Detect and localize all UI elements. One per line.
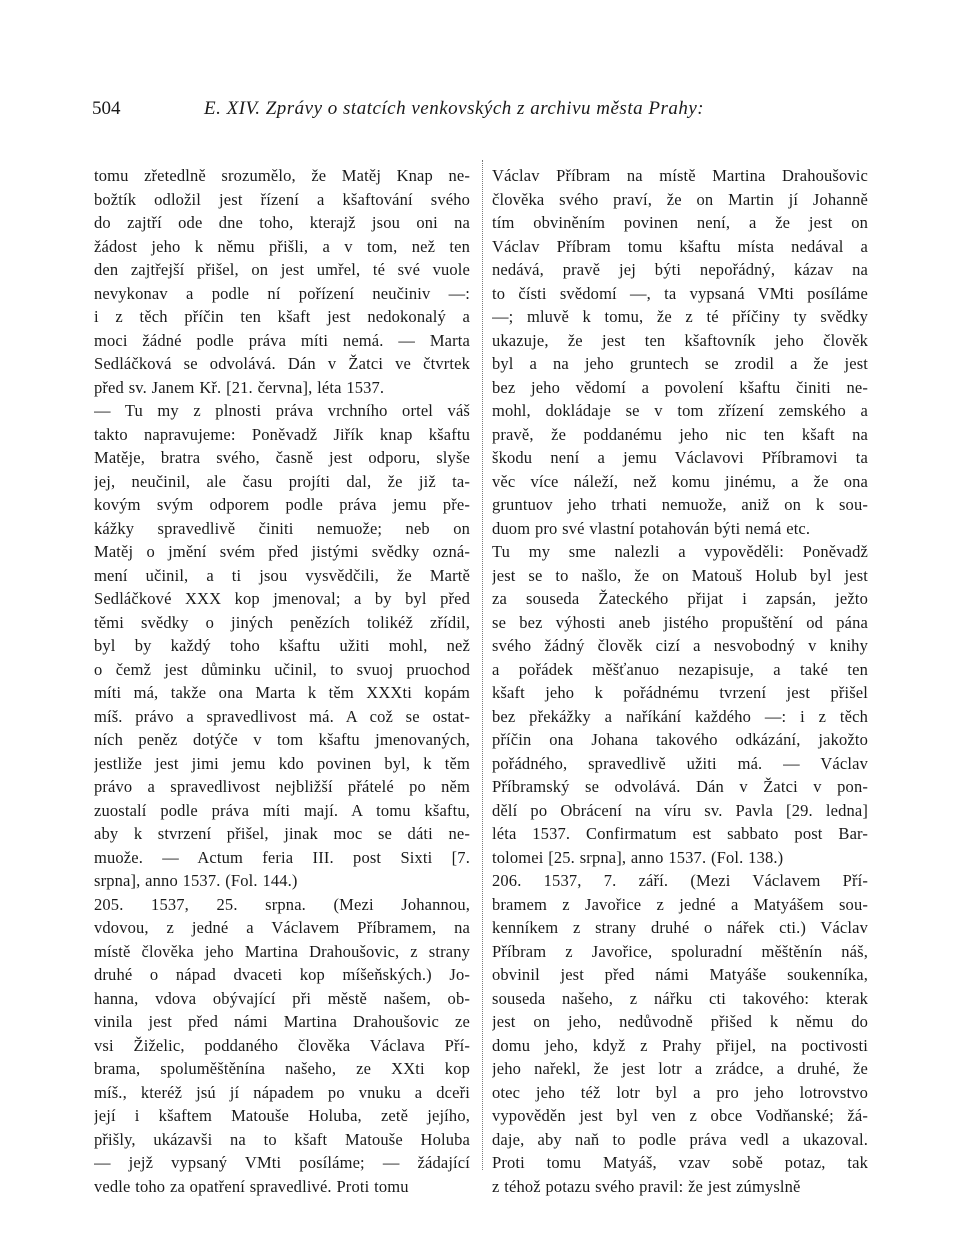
text-line: Václav Příbram na místě Martina Drahoušovic <box>492 166 868 185</box>
text-line: Sedláčková se odvolává. Dán v Žatci ve čtvrtek <box>94 354 470 373</box>
text-line: svého žádný člověk cizí a nesvobodný v knihy <box>492 636 868 655</box>
text-line: bez jeho vědomí a povolení kšaftu činiti ne- <box>492 377 868 397</box>
text-line: do zajtří ode dne toho, kterajž jsou oni na <box>94 213 470 232</box>
text-line: vsi Žiželic, poddaného člověka Václava Pří- <box>94 1035 470 1055</box>
text-line: Matěje, bratra svého, časně jest odporu, slyše <box>94 448 470 467</box>
text-line: těmi svědky o jiných penězích tolikéž zřídil, <box>94 612 470 632</box>
text-line: příčin ona Johana takového odkázání, jakožto <box>492 730 868 749</box>
text-line: moci žádné podle práva míti nemá. — Marta <box>94 330 470 350</box>
text-line: to čísti svědomí —, ta vypsaná VMti posíláme <box>492 283 868 303</box>
text-line: souseda našeho, z nářku cti takového: kterak <box>492 988 868 1008</box>
text-line: tím obviněním povinen není, a že jest on <box>492 213 868 232</box>
text-line: mení učinil, a ti jsou vysvědčili, že Martě <box>94 565 470 585</box>
text-line: jestliže jest jimi jemu kdo povinen byl, k těm <box>94 753 470 773</box>
text-line: božtík odložil jest řízení a kšaftování svého <box>94 189 470 209</box>
text-line: škodu není a jemu Václavovi Příbramovi ta <box>492 448 868 467</box>
text-line: brama, spoluměštěnína našeho, ze XXti kop <box>94 1059 470 1078</box>
text-line: o čemž jest důminku učinil, to svuoj pruochod <box>94 659 470 679</box>
text-line: za souseda Žateckého přijat i zapsán, ježto <box>492 589 868 608</box>
text-line: místě člověka jeho Martina Drahoušovic, z strany <box>94 941 470 961</box>
text-line: ukazuje, že jest ten kšaftovník jeho člověk <box>492 330 868 350</box>
text-line: jest se to našlo, že on Matouš Holub byl jest <box>492 565 868 585</box>
text-line: Sedláčkové XXX kop jmenoval; a by byl před <box>94 589 470 608</box>
text-line: jej, neučinil, ale času projíti dal, že již ta- <box>94 471 470 491</box>
text-line: bez překážky a naříkání každého —: i z těch <box>492 706 868 726</box>
text-line: a pořádek měšťanuo nezapisuje, a také ten <box>492 659 868 679</box>
text-line: — Tu my z plnosti práva vrchního ortel váš <box>94 401 470 420</box>
running-title: E. XIV. Zprávy o statcích venkovských z archivu města Prahy: <box>204 98 705 119</box>
text-line: Matěj o jmění svém před jistými svědky ozná- <box>94 542 470 561</box>
text-line: Příbramský se odvolává. Dán v Žatci v pon- <box>492 777 868 796</box>
text-line: otec jeho též lotr byl a pro jeho lotrovstvo <box>492 1082 868 1102</box>
text-line: vinila jest před námi Martina Drahoušovic ze <box>94 1012 470 1031</box>
text-line: gruntuov jeho trhati nemuože, aniž on k sou- <box>492 495 868 514</box>
page-number: 504 <box>92 98 121 119</box>
left-text-column <box>94 164 470 1198</box>
text-line: pořádného, spravedlivě užiti má. — Václav <box>492 753 868 773</box>
text-line: bramem z Javořice z jedné a Matyášem sou- <box>492 894 868 914</box>
text-line: den zajtřejší přišel, on jest umřel, té své vuole <box>94 260 470 279</box>
text-line: z téhož potazu svého pravil: že jest zúmyslně <box>492 1176 801 1196</box>
text-line: srpna], anno 1537. (Fol. 144.) <box>94 871 298 890</box>
text-line: míš. právo a spravedlivost má. A což se ostat- <box>94 706 470 726</box>
text-line: kážky spravedlivě činiti nemuože; neb on <box>94 518 470 538</box>
text-line: míti má, takže ona Marta k těm XXXti kopám <box>94 683 470 702</box>
text-line: vypověděn jest byl ven z obce Vodňanské; žá- <box>492 1106 868 1125</box>
text-line: míš., kteréž jsú jí nápadem po vnuku a dceři <box>94 1082 470 1102</box>
text-line: daje, aby naň to podle práva vedl a ukazoval. <box>492 1129 868 1149</box>
column-divider <box>482 160 483 1170</box>
text-line: se bez výhosti aneb jistého propuštění od pána <box>492 612 868 632</box>
running-header <box>92 98 868 126</box>
text-line: léta 1537. Confirmatum est sabbato post Bar- <box>492 824 868 843</box>
text-line: vdovou, z jedné a Václavem Příbramem, na <box>94 918 470 937</box>
text-line: nevykonav a podle ní pořízení neučiniv —: <box>94 283 470 303</box>
text-line: i z těch příčin ten kšaft jest nedokonalý a <box>94 307 470 326</box>
text-line: Proti tomu Matyáš, vzav sobě potaz, tak <box>492 1153 868 1172</box>
text-line: Václav Příbram tomu kšaftu místa nedával a <box>492 236 868 256</box>
text-line: nedává, pravě jej býti nepořádný, kázav na <box>492 260 868 279</box>
text-line: 206. 1537, 7. září. (Mezi Václavem Pří- <box>492 871 868 890</box>
text-line: dělí po Obrácení na víru sv. Pavla [29. ledna] <box>492 800 868 820</box>
text-line: — jejž vypsaný VMti posíláme; — žádající <box>94 1153 470 1172</box>
text-line: věc více náleží, než komu jinému, a že ona <box>492 471 868 491</box>
text-line: tomu zřetedlně srozumělo, že Matěj Knap ne- <box>94 166 470 185</box>
text-line: pravě, že poddanému jeho nic ten kšaft na <box>492 424 868 444</box>
text-line: kenníkem z strany druhé o nářek cti.) Václav <box>492 918 868 937</box>
text-line: duom pro své vlastní potahován býti nemá etc. <box>492 518 811 538</box>
text-line: zuostalí podle práva míti mají. A tomu kšaftu, <box>94 800 470 820</box>
text-line: muože. — Actum feria III. post Sixti [7. <box>94 847 470 867</box>
text-line: Tu my sme nalezli a vypověděli: Poněvadž <box>492 542 868 561</box>
right-text-column <box>492 164 868 1198</box>
text-line: byl by každý toho kšaftu užiti mohl, než <box>94 636 470 655</box>
text-line: domu jeho, když z Prahy přijel, na poctivosti <box>492 1035 868 1055</box>
text-line: aby k stvrzení přišel, jinak moc se dáti ne- <box>94 824 470 843</box>
text-line: žádost jeho k němu přišli, a v tom, než ten <box>94 236 470 256</box>
text-line: takto napravujeme: Poněvadž Jiřík knap kšaftu <box>94 424 470 444</box>
text-line: —; mluvě k tomu, že z té příčiny ty svědky <box>492 307 868 326</box>
text-line: jeho nařekl, že jest lotr a zrádce, a druhé, že <box>492 1059 868 1078</box>
text-line: kovým svým odporem podle práva jemu pře- <box>94 495 470 514</box>
text-line: Příbram z Javořice, spoluradní měštěnín náš, <box>492 941 868 961</box>
text-line: 205. 1537, 25. srpna. (Mezi Johannou, <box>94 894 470 914</box>
text-line: přišly, ukázavši na to kšaft Matouše Holuba <box>94 1129 470 1149</box>
text-line: druhé o nápad dvaceti kop míšeňských.) Jo- <box>94 965 470 984</box>
text-line: mohl, dokládaje se v tom zřízení zemského a <box>492 401 868 420</box>
text-line: ních peněz dotýče v tom kšaftu jmenovaných, <box>94 730 470 749</box>
text-line: před sv. Janem Kř. [21. června], léta 1537. <box>94 377 385 397</box>
text-line: její i kšaftem Matouše Holuba, zetě jejího, <box>94 1106 470 1125</box>
text-line: byl a na jeho gruntech se zrodil a že jest <box>492 354 868 373</box>
text-line: kšaft jeho k pořádnému tvrzení jest přišel <box>492 683 868 702</box>
text-line: právo a spravedlivost nejbližší přátelé po něm <box>94 777 470 796</box>
text-line: tolomei [25. srpna], anno 1537. (Fol. 138.) <box>492 847 784 867</box>
text-line: vedle toho za opatření spravedlivé. Proti tomu <box>94 1176 409 1196</box>
text-line: obvinil jest před námi Matyáše soukenníka, <box>492 965 868 984</box>
text-line: hanna, vdova obývající při městě našem, ob- <box>94 988 470 1008</box>
text-line: člověka svého praví, že on Martin jí Johanně <box>492 189 868 209</box>
text-line: jest on jeho, nedůvodně přišed k němu do <box>492 1012 868 1031</box>
